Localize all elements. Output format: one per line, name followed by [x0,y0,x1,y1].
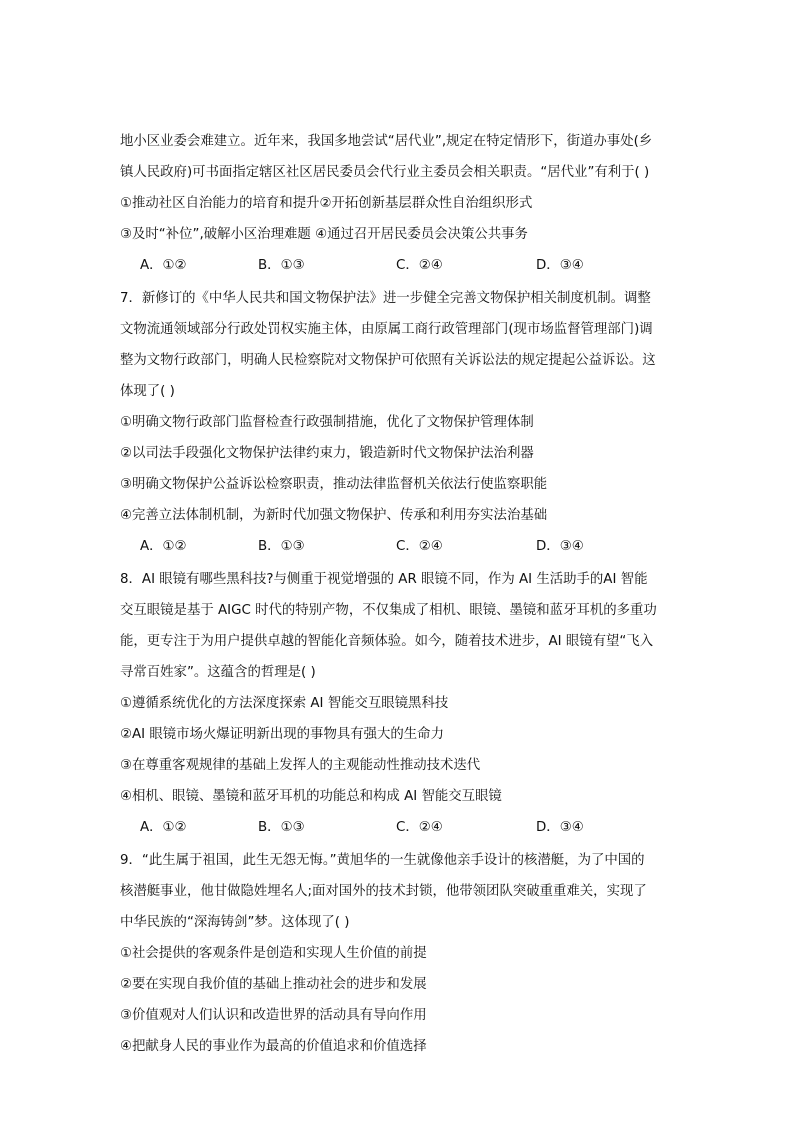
q9-statement-4: ④把献身人民的事业作为最高的价值追求和价值选择 [120,1039,427,1054]
q7-option-a: A．①② [140,539,187,554]
q8-statement-1: ①遵循系统优化的方法深度探索 AI 智能交互眼镜黑科技 [120,696,449,711]
q7-stem-line-3: 整为文物行政部门，明确人民检察院对文物保护可依照有关诉讼法的规定提起公益诉讼。这 [120,353,656,368]
q7-option-c: C．②④ [396,539,443,554]
q6-statement-3-4: ③及时“补位”,破解小区治理难题 ④通过召开居民委员会决策公共事务 [120,227,528,242]
q7-option-b: B．①③ [258,539,305,554]
q9-statement-2: ②要在实现自我价值的基础上推动社会的进步和发展 [120,977,427,992]
q8-option-b: B．①③ [258,820,305,835]
q6-statement-1-2: ①推动社区自治能力的培育和提升②开拓创新基层群众性自治组织形式 [120,196,533,211]
q9-statement-3: ③价值观对人们认识和改造世界的活动具有导向作用 [120,1008,427,1023]
q7-stem-line-2: 文物流通领域部分行政处罚权实施主体，由原属工商行政管理部门(现市场监督管理部门)调 [120,322,653,337]
q7-options [140,537,620,557]
q8-option-d: D．③④ [536,820,584,835]
q9-stem-line-2: 核潜艇事业，他甘做隐姓埋名人;面对国外的技术封锁，他带领团队突破重重难关，实现了 [120,884,647,899]
q6-stem-line-1: 地小区业委会难建立。近年来，我国多地尝试“居代业”,规定在特定情形下，街道办事处(乡 [120,134,653,149]
q8-stem-line-3: 能，更专注于为用户提供卓越的智能化音频体验。如今，随着技术进步，AI 眼镜有望“飞入 [120,634,654,649]
q8-statement-4: ④相机、眼镜、墨镜和蓝牙耳机的功能总和构成 AI 智能交互眼镜 [120,789,502,804]
q7-stem-line-4: 体现了( ) [120,384,175,399]
q8-option-c: C．②④ [396,820,443,835]
q7-option-d: D．③④ [536,539,584,554]
q9-statement-1: ①社会提供的客观条件是创造和实现人生价值的前提 [120,946,427,961]
q7-statement-3: ③明确文物保护公益诉讼检察职责，推动法律监督机关依法行使监察职能 [120,477,548,492]
q8-stem-line-1: 8．AI 眼镜有哪些黑科技?与侧重于视觉增强的 AR 眼镜不同，作为 AI 生活助手的AI 智能 [120,572,648,587]
q9-stem-line-3: 中华民族的“深海铸剑”梦。这体现了( ) [120,915,350,930]
q8-statement-3: ③在尊重客观规律的基础上发挥人的主观能动性推动技术迭代 [120,758,481,773]
q7-statement-2: ②以司法手段强化文物保护法律约束力，锻造新时代文物保护法治利器 [120,446,534,461]
q8-statement-2: ②AI 眼镜市场火爆证明新出现的事物具有强大的生命力 [120,727,444,742]
q7-stem-line-1: 7．新修订的《中华人民共和国文物保护法》进一步健全完善文物保护相关制度机制。调整 [120,291,651,306]
q8-stem-line-4: 寻常百姓家”。这蕴含的哲理是( ) [120,665,316,680]
q6-option-d: D．③④ [536,258,584,273]
q6-option-b: B．①③ [258,258,305,273]
q9-stem-line-1: 9．“此生属于祖国，此生无怨无悔。”黄旭华的一生就像他亲手设计的核潜艇，为了中国的 [120,853,645,868]
q8-options [140,818,620,838]
q7-statement-1: ①明确文物行政部门监督检查行政强制措施，优化了文物保护管理体制 [120,415,534,430]
q6-options [140,256,620,276]
q6-stem-line-2: 镇人民政府)可书面指定辖区社区居民委员会代行业主委员会相关职责。“居代业”有利于( ) [120,165,650,180]
q6-option-a: A．①② [140,258,187,273]
q6-option-c: C．②④ [396,258,443,273]
q8-stem-line-2: 交互眼镜是基于 AIGC 时代的特别产物，不仅集成了相机、眼镜、墨镜和蓝牙耳机的多重功 [120,603,657,618]
q8-option-a: A．①② [140,820,187,835]
q7-statement-4: ④完善立法体制机制，为新时代加强文物保护、传承和利用夯实法治基础 [120,508,548,523]
